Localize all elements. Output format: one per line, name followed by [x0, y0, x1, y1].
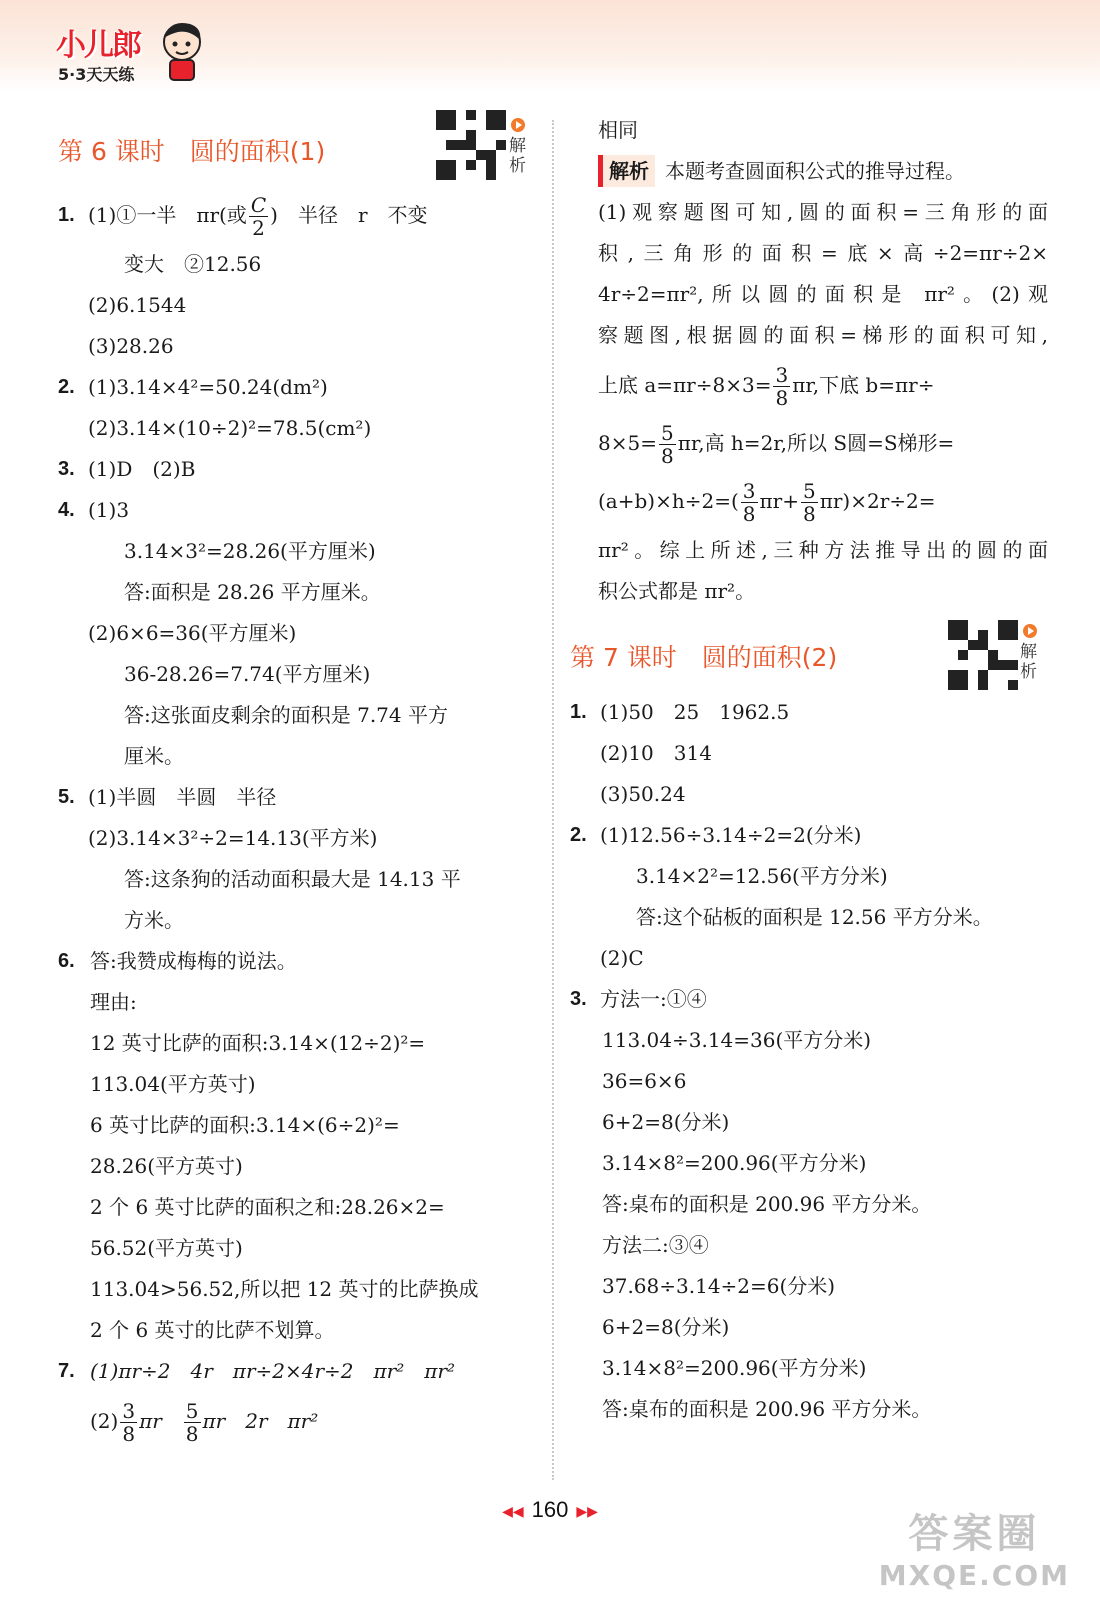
q-number: 1. — [58, 204, 75, 226]
answer-line: 方米。 — [124, 908, 184, 932]
answer-line: 答:这个砧板的面积是 12.56 平方分米。 — [636, 905, 993, 929]
answer-line: 2 个 6 英寸比萨的面积之和:28.26×2= — [90, 1195, 445, 1219]
answer-line: 36-28.26=7.74(平方厘米) — [124, 662, 371, 686]
logo-subtitle: 5·3天天练 — [58, 65, 135, 84]
q1-line: 1. (1)①一半 πr(或 $\frac{C}{2}$ ) 半径 r 不变 — [58, 186, 548, 244]
q5-line: 5. (1)半圆 半圆 半径 — [58, 785, 277, 809]
prev-arrow-icon[interactable]: ◀◀ — [502, 1502, 524, 1519]
analysis-line: 察题图,根据圆的面积=梯形的面积可知, — [598, 323, 1048, 347]
answer-line: (2)6.1544 — [88, 293, 187, 317]
q2-line: 2. (1)3.14×4²=50.24(dm²) — [58, 375, 328, 399]
answer-line: 6+2=8(分米) — [602, 1110, 730, 1134]
answer-line: (3)50.24 — [600, 782, 686, 806]
column-divider — [552, 120, 554, 1480]
answer-line: (2)3.14×(10÷2)²=78.5(cm²) — [88, 416, 372, 440]
lesson7-title: 第 7 课时 圆的面积(2) — [570, 643, 838, 672]
answer-line: 37.68÷3.14÷2=6(分米) — [602, 1274, 836, 1298]
play-icon[interactable] — [511, 118, 525, 132]
q7-answer-2: (2) $\frac{3}{8}$ πr $\frac{5}{8}$ πr 2r πr² — [90, 1399, 319, 1446]
answer-line: 12 英寸比萨的面积:3.14×(12÷2)²= — [90, 1031, 426, 1055]
analysis-line: (a+b)×h÷2=( $\frac{3}{8}$ πr+ $\frac{5}{8}$ πr)×2r÷2= — [598, 479, 936, 526]
analysis-line: 8×5= $\frac{5}{8}$ πr,高 h=2r,所以 S圆=S梯形= — [598, 421, 955, 468]
qr-code-icon[interactable] — [948, 620, 1018, 690]
analysis-line: 解析 本题考查圆面积公式的推导过程。 — [598, 151, 1048, 192]
q2-line: 2. (1)12.56÷3.14÷2=2(分米) — [570, 823, 862, 847]
logo-title: 小儿郎 — [56, 28, 140, 63]
mascot-icon — [160, 20, 204, 82]
analysis-line: πr²。综上所述,三种方法推导出的圆的面 — [598, 538, 1048, 562]
next-arrow-icon[interactable]: ▶▶ — [576, 1502, 598, 1519]
q4-line: 4. (1)3 — [58, 498, 130, 522]
fraction: $\frac{3}{8}$ — [122, 1399, 136, 1446]
fraction: $\frac{5}{8}$ — [185, 1399, 199, 1446]
lesson7-header — [570, 612, 1048, 686]
answer-line: 28.26(平方英寸) — [90, 1154, 243, 1178]
answer-line: 方法二:③④ — [602, 1233, 709, 1257]
analysis-tag: 解析 — [598, 155, 655, 187]
analysis-line: 积,三角形的面积=底×高÷2=πr÷2× — [598, 241, 1048, 265]
answer-line: 厘米。 — [124, 744, 184, 768]
answer-line: 理由: — [90, 990, 137, 1014]
answer-line: 36=6×6 — [602, 1069, 687, 1093]
answer-line: 6+2=8(分米) — [602, 1315, 730, 1339]
answer-line: 113.04(平方英寸) — [90, 1072, 256, 1096]
play-icon[interactable] — [1023, 624, 1037, 638]
lesson6-title: 第 6 课时 圆的面积(1) — [58, 137, 326, 166]
answer-line: 答:这张面皮剩余的面积是 7.74 平方 — [124, 703, 448, 727]
answer-line: 3.14×3²=28.26(平方厘米) — [124, 539, 376, 563]
analysis-line: 4r÷2=πr²,所以圆的面积是 πr²。(2)观 — [598, 282, 1048, 306]
fraction: $\frac{5}{8}$ — [802, 479, 816, 526]
q1-line: 1. (1)50 25 1962.5 — [570, 700, 790, 724]
lesson6-header — [58, 110, 548, 176]
q6-line: 6. 答:我赞成梅梅的说法。 — [58, 949, 297, 973]
answer-line: 113.04÷3.14=36(平方分米) — [602, 1028, 872, 1052]
answer-line: (2)6×6=36(平方厘米) — [88, 621, 297, 645]
left-column — [58, 110, 548, 1450]
answer-line: (2)10 314 — [600, 741, 712, 765]
page-number: 160 — [531, 1497, 569, 1522]
q3-line: 3. (1)D (2)B — [58, 457, 196, 481]
answer-line: 变大 ②12.56 — [124, 252, 262, 276]
answer-line: 3.14×2²=12.56(平方分米) — [636, 864, 888, 888]
analysis-line: 积公式都是 πr²。 — [598, 579, 756, 603]
fraction: $\frac{5}{8}$ — [660, 421, 674, 468]
analysis-line: (1)观察题图可知,圆的面积=三角形的面 — [598, 200, 1048, 224]
answer-line: 3.14×8²=200.96(平方分米) — [602, 1356, 867, 1380]
right-column — [570, 110, 1048, 1430]
answer-line: (2)3.14×3²÷2=14.13(平方米) — [88, 826, 378, 850]
fraction: $\frac{3}{8}$ — [742, 479, 756, 526]
answer-line: 2 个 6 英寸的比萨不划算。 — [90, 1318, 335, 1342]
answer-line: 答:这条狗的活动面积最大是 14.13 平 — [124, 867, 461, 891]
q7-line: 7. (1)πr÷2 4r πr÷2×4r÷2 πr² πr² — [58, 1359, 455, 1383]
answer-line: 答:面积是 28.26 平方厘米。 — [124, 580, 381, 604]
analysis-line: 相同 — [598, 118, 638, 142]
qr-label: 解析 — [1020, 642, 1037, 682]
fraction: $\frac{C}{2}$ — [250, 193, 267, 240]
answer-line: (3)28.26 — [88, 334, 174, 358]
answer-line: 56.52(平方英寸) — [90, 1236, 243, 1260]
analysis-line: 上底 a=πr÷8×3= $\frac{3}{8}$ πr,下底 b=πr÷ — [598, 363, 935, 410]
fraction: $\frac{3}{8}$ — [775, 363, 789, 410]
q3-line: 3. 方法一:①④ — [570, 987, 707, 1011]
answer-line: 113.04>56.52,所以把 12 英寸的比萨换成 — [90, 1277, 479, 1301]
qr-code-icon[interactable] — [436, 110, 506, 180]
answer-line: 答:桌布的面积是 200.96 平方分米。 — [602, 1397, 932, 1421]
answer-line: (2)C — [600, 946, 644, 970]
qr-label: 解析 — [509, 136, 526, 176]
watermark: 答案圈 MXQE.COM — [878, 1511, 1070, 1592]
answer-line: 3.14×8²=200.96(平方分米) — [602, 1151, 867, 1175]
answer-line: 6 英寸比萨的面积:3.14×(6÷2)²= — [90, 1113, 400, 1137]
answer-line: 答:桌布的面积是 200.96 平方分米。 — [602, 1192, 932, 1216]
